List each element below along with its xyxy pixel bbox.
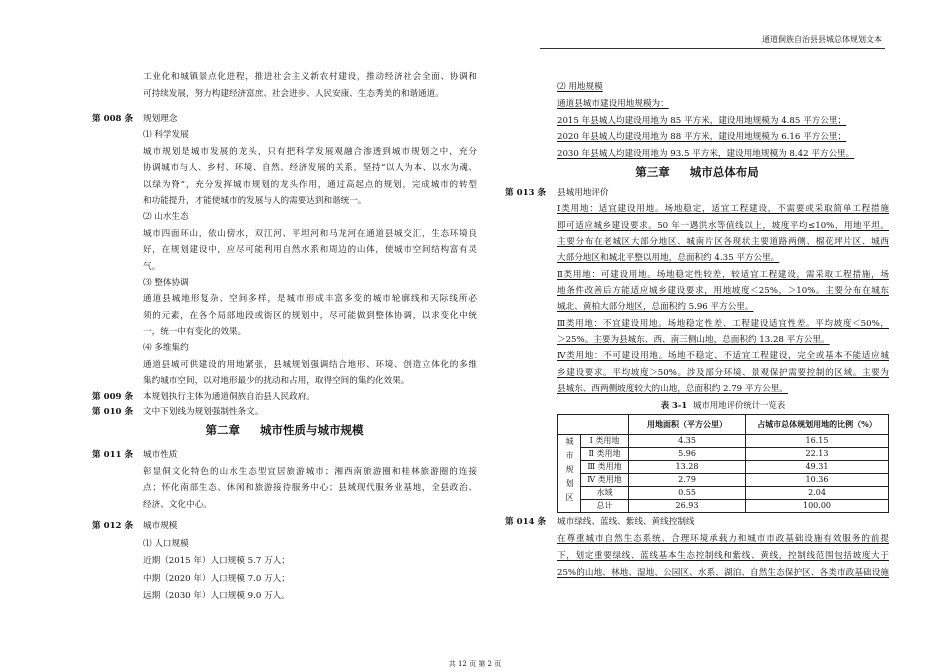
text-line: 城市规划是城市发展的龙头，只有把科学发展观融合渗透到城市规划之中，充分 <box>143 146 477 157</box>
text-line: 县城东、西两侧坡度较大的山地，总面积约 2.79 平方公里。 <box>557 383 788 394</box>
article-014 <box>505 514 889 582</box>
text-line: 城北、黄柏大部分地区，总面积约 5.96 平方公里。 <box>557 302 754 313</box>
text-line: 彰显侗文化特色的山水生态型宜居旅游城市；湘西南旅游圈和桂林旅游圈的连接 <box>143 466 477 477</box>
text-line: 点；怀化南部生态、休闲和旅游接待服务中心；县域现代服务业基地，全县政治、 <box>143 483 477 494</box>
table-cell: 22.13 <box>746 448 889 461</box>
table-cell: 100.00 <box>746 500 889 513</box>
chapter-name: 城市总体布局 <box>689 165 759 179</box>
article-heading <box>92 518 477 536</box>
table-cell: 16.15 <box>746 435 889 448</box>
article-011 <box>92 447 477 513</box>
article-title: 城市绿线、蓝线、紫线、黄线控制线 <box>557 517 695 527</box>
table-cell: 总计 <box>581 500 629 513</box>
text-line: 和功能提升，才能使城市的发展与人的需要达到和谐统一。 <box>143 195 367 206</box>
article-heading <box>505 185 889 201</box>
item-heading: ⑵ 用地规模 <box>557 82 603 92</box>
chapter-name: 城市性质与城市规模 <box>260 423 364 437</box>
table-cell: Ⅰ 类用地 <box>581 435 629 448</box>
text-line: 近期（2015 年）人口规模 5.7 万人； <box>143 556 290 566</box>
text-line: 经济、文化中心。 <box>143 499 212 510</box>
page-footer: 共 12 页 第 2 页 <box>448 660 502 668</box>
article-label: 第 008 条 <box>92 114 134 124</box>
article-label: 第 011 条 <box>92 450 134 460</box>
table-header-cell: 用地面积（平方公里） <box>629 415 746 435</box>
article-label: 第 010 条 <box>92 407 134 417</box>
table-title: 城市用地评价统计一览表 <box>693 400 786 410</box>
article-title: 城市性质 <box>143 450 178 460</box>
table-cell: 13.28 <box>629 461 746 474</box>
chapter-3-title <box>505 162 889 182</box>
text-line: 城市四面环山，依山傍水，双江河、平坦河和马龙河在通道县城交汇，生态环境良 <box>143 228 477 239</box>
text-line: Ⅱ类用地：可建设用地。场地稳定性较差，较适宜工程建设，需采取工程措施，场 <box>557 269 889 280</box>
document-header-title: 通道侗族自治县县城总体规划文本 <box>762 35 882 44</box>
text-line: Ⅰ类用地：适宜建设用地。场地稳定，适宜工程建设，不需要或采取简单工程措施 <box>557 204 889 215</box>
table-cell: 水域 <box>581 487 629 500</box>
item-heading: ⑶ 整体协调 <box>143 277 189 288</box>
article-text: 本规划执行主体为通道侗族自治县人民政府。 <box>143 392 315 402</box>
article-label: 第 009 条 <box>92 392 134 402</box>
table-row <box>558 487 889 500</box>
text-line: 地条件改善后方能适应城乡建设要求，用地坡度＜25%，＞10%。主要分布在城东 <box>557 285 889 296</box>
table-row <box>558 474 889 487</box>
table-header-cell: 占城市总体规划用地的比例（%） <box>746 415 889 435</box>
land-evaluation-table <box>557 414 889 513</box>
article-008 <box>92 111 477 390</box>
table-number: 表 3-1 <box>660 400 688 410</box>
chapter-number: 第二章 <box>205 423 240 437</box>
text-line: 通道县城地形复杂、空间多样，是城市形成丰富多变的城市轮廓线和天际线所必 <box>143 294 477 305</box>
table-group-cell <box>558 435 581 513</box>
text-line: 以绿为脊”，充分发挥城市规划的龙头作用，通过高起点的规划，完成城市的转型 <box>143 179 477 190</box>
article-012 <box>92 518 477 606</box>
header-rule <box>540 48 885 49</box>
text-line: 乡建设要求。平均坡度＞50%。涉及部分环境、景观保护需要控制的区域。主要为 <box>557 367 889 378</box>
table-cell: 10.36 <box>746 474 889 487</box>
article-heading <box>92 447 477 464</box>
text-line: 即可适应城乡建设要求。50 年一遇洪水等值线以上，坡度平均≤10%，用地平坦。 <box>557 220 889 231</box>
text-line: 2015 年县城人均建设用地为 85 平方米，建设用地规模为 4.85 平方公里； <box>557 115 847 126</box>
article-heading <box>92 389 477 405</box>
text-line: 大部分地区和城北平整以用地，总面积约 4.35 平方公里。 <box>557 253 780 264</box>
table-row <box>558 461 889 474</box>
article-010 <box>92 404 477 420</box>
text-line: 主要分布在老城区大部分地区、城南片区各现状主要道路两侧、榴花坪片区、城西 <box>557 236 889 247</box>
table-row <box>558 448 889 461</box>
text-line: Ⅳ类用地：不可建设用地。场地不稳定、不适宜工程建设，完全或基本不能适应城 <box>557 351 889 362</box>
article-013 <box>505 185 889 397</box>
article-heading <box>92 111 477 127</box>
item-heading: ⑴ 科学发展 <box>143 130 189 141</box>
text-line: 远期（2030 年）人口规模 9.0 万人。 <box>143 591 290 601</box>
land-scale-section <box>505 79 889 163</box>
article-title: 县城用地评价 <box>557 188 609 198</box>
text-line: ＞25%。主要为县城东、西、南三侧山地，总面积约 13.28 平方公里。 <box>557 334 830 345</box>
table-cell: Ⅳ 类用地 <box>581 474 629 487</box>
table-cell: 2.79 <box>629 474 746 487</box>
text-line: 在尊重城市自然生态系统、合理环境承载力和城市市政基础设施有效服务的前提 <box>557 534 889 544</box>
chapter-number: 第三章 <box>635 165 670 179</box>
article-label: 第 013 条 <box>505 188 547 198</box>
text-line: 通道县城市建设用地规模为： <box>557 98 669 109</box>
article-title: 规划理念 <box>143 114 178 124</box>
item-heading: ⑵ 山水生态 <box>143 212 189 223</box>
table-cell: 0.55 <box>629 487 746 500</box>
text-line: 2030 年县城人均建设用地为 93.5 平方米，建设用地规模为 8.42 平方公里。 <box>557 149 855 160</box>
text-line: 中期（2020 年）人口规模 7.0 万人； <box>143 573 290 584</box>
text-line: 好，在规划建设中，应尽可能利用自然水系和周边的山体，使城市空间结构富有灵 <box>143 245 477 256</box>
table-group-label: 城市规划区 <box>565 436 574 507</box>
table-cell: Ⅲ 类用地 <box>581 461 629 474</box>
text-line: 一，统一中有变化的效果。 <box>143 327 247 338</box>
table-cell: Ⅱ 类用地 <box>581 448 629 461</box>
text-line: 集约城市空间，以对地形最少的扰动和占用，取得空间的集约化效果。 <box>143 376 410 387</box>
article-heading <box>92 404 477 420</box>
text-line: 下，划定重要绿线、蓝线基本生态控制线和紫线、黄线，控制线范围包括坡度大于 <box>557 551 889 561</box>
item-heading: ⑷ 多维集约 <box>143 343 189 354</box>
text-line: 25%的山地、林地、湿地、公园区、水系、湖泊、自然生态保护区、各类市政基础设施 <box>557 568 889 578</box>
table-cell: 26.93 <box>629 500 746 513</box>
article-text: 文中下划线为规划强制性条文。 <box>143 407 264 417</box>
text-line: 2020 年县城人均建设用地为 88 平方米，建设用地规模为 6.16 平方公里； <box>557 132 847 143</box>
table-cell: 49.31 <box>746 461 889 474</box>
table-cell: 5.96 <box>629 448 746 461</box>
table-corner-cell <box>558 415 629 435</box>
intro-paragraph <box>92 69 477 102</box>
article-heading <box>505 514 889 531</box>
article-title: 城市规模 <box>143 521 178 531</box>
chapter-2-title <box>92 420 477 440</box>
text-line: 可持续发展，努力构建经济富庶、社会进步、人民安康、生态秀美的和谐通道。 <box>143 88 444 99</box>
text-line: 协调城市与人、乡村、环境、自然、经济发展的关系，坚持“以人为本、以水为魂、 <box>143 163 477 174</box>
item-heading: ⑴ 人口规模 <box>143 538 189 549</box>
text-line: 须的元素，在各个局部地段或街区的规划中，尽可能做到整体协调，以求变化中统 <box>143 310 477 321</box>
table-header-row <box>558 415 889 435</box>
article-label: 第 012 条 <box>92 521 134 531</box>
table-row <box>558 500 889 513</box>
text-line: 气。 <box>143 261 161 272</box>
table-row <box>558 435 889 448</box>
article-label: 第 014 条 <box>505 517 547 527</box>
table-caption <box>557 398 889 412</box>
text-line: 通道县城可供建设的用地紧张，县城规划强调结合地形、环境、创造立体化的多维 <box>143 359 477 370</box>
text-line: Ⅲ类用地：不宜建设用地。场地稳定性差、工程建设适宜性差。平均坡度＜50%， <box>557 318 889 329</box>
table-cell: 4.35 <box>629 435 746 448</box>
text-line: 工业化和城镇景点化进程，推进社会主义新农村建设，推动经济社会全面、协调和 <box>143 72 477 82</box>
article-009 <box>92 389 477 405</box>
table-cell: 2.04 <box>746 487 889 500</box>
